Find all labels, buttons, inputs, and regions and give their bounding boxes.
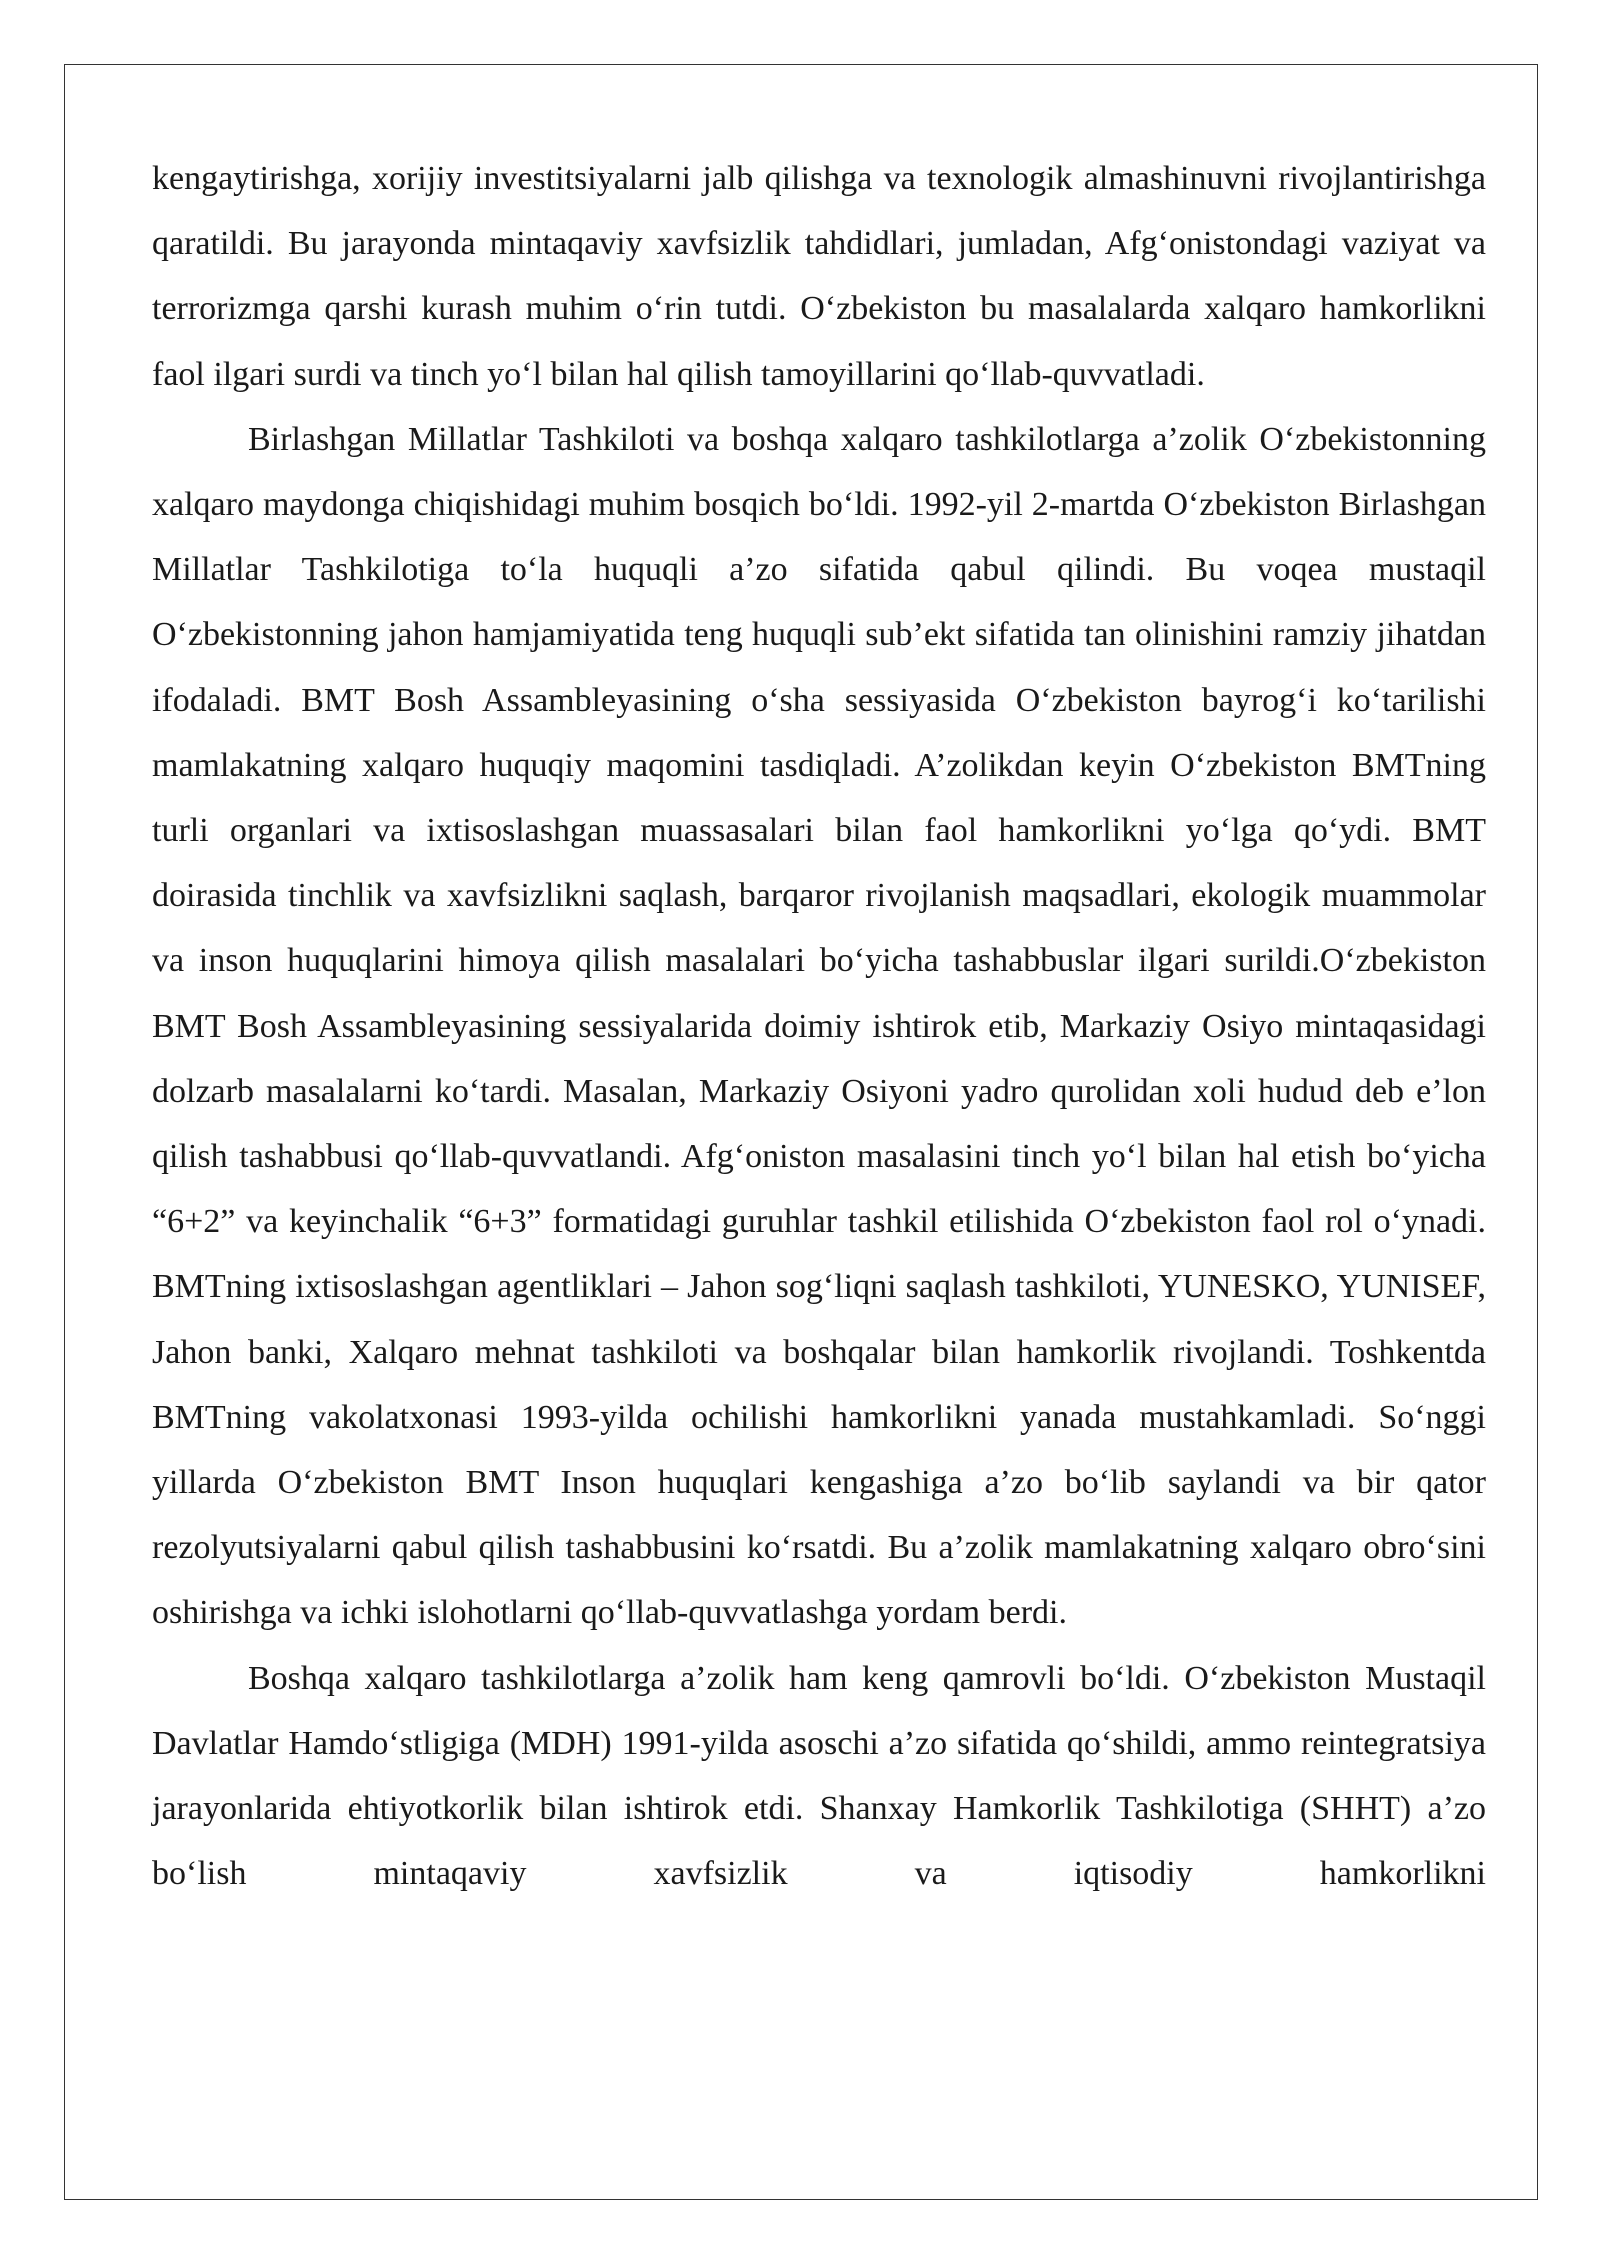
paragraph-2: Birlashgan Millatlar Tashkiloti va boshqa xalqaro tashkilotlarga a’zolik O‘zbekistonning xalqaro maydonga chiqishidagi muhim bosqich bo‘ldi. 1992-yil 2-martda O‘zbekiston Birlashgan Millatlar Tashkilotiga to‘la huquqli a’zo sifatida qabul qilindi. Bu voqea mustaqil O‘zbekistonning jahon hamjamiyatida teng huquqli sub’ekt sifatida tan olinishini ramziy jihatdan ifodaladi. BMT Bosh Assambleyasining o‘sha sessiyasida O‘zbekiston bayrog‘i ko‘tarilishi mamlakatning xalqaro huquqiy maqomini tasdiqladi. A’zolikdan keyin O‘zbekiston BMTning turli organlari va ixtisoslashgan muassasalari bilan faol hamkorlikni yo‘lga qo‘ydi. BMT doirasida tinchlik va xavfsizlikni saqlash, barqaror rivojlanish maqsadlari, ekologik muammolar va inson huquqlarini himoya qilish masalalari bo‘yicha tashabbuslar ilgari surildi.O‘zbekiston BMT Bosh Assambleyasining sessiyalarida doimiy ishtirok etib, Markaziy Osiyo mintaqasidagi dolzarb masalalarni ko‘tardi. Masalan, Markaziy Osiyoni yadro qurolidan xoli hudud deb e’lon qilish tashabbusi qo‘llab-quvvatlandi. Afg‘oniston masalasini tinch yo‘l bilan hal etish bo‘yicha “6+2” va keyinchalik “6+3” formatidagi guruhlar tashkil etilishida O‘zbekiston faol rol o‘ynadi. BMTning ixtisoslashgan agentliklari – Jahon sog‘liqni saqlash tashkiloti, YUNESKO, YUNISEF, Jahon banki, Xalqaro mehnat tashkiloti va boshqalar bilan hamkorlik rivojlandi. Toshkentda BMTning vakolatxonasi 1993-yilda ochilishi hamkorlikni yanada mustahkamladi. So‘nggi yillarda O‘zbekiston BMT Inson huquqlari kengashiga a’zo bo‘lib saylandi va bir qator rezolyutsiyalarni qabul qilish tashabbusini ko‘rsatdi. Bu a’zolik mamlakatning xalqaro obro‘sini oshirishga va ichki islohotlarni qo‘llab-quvvatlashga yordam berdi.: [152, 420, 1486, 1632]
paragraph-3: Boshqa xalqaro tashkilotlarga a’zolik ham keng qamrovli bo‘ldi. O‘zbekiston Mustaqil Davlatlar Hamdo‘stligiga (MDH) 1991-yilda asoschi a’zo sifatida qo‘shildi, ammo reintegratsiya jarayonlarida ehtiyotkorlik bilan ishtirok etdi. Shanxay Hamkorlik Tashkilotiga (SHHT) a’zo bo‘lish mintaqaviy xavfsizlik va iqtisodiy hamkorlikni: [152, 1659, 1486, 1893]
paragraph-1: kengaytirishga, xorijiy investitsiyalarni jalb qilishga va texnologik almashinuvni rivojlantirishga qaratildi. Bu jarayonda mintaqaviy xavfsizlik tahdidlari, jumladan, Afg‘onistondagi vaziyat va terrorizmga qarshi kurash muhim o‘rin tutdi. O‘zbekiston bu masalalarda xalqaro hamkorlikni faol ilgari surdi va tinch yo‘l bilan hal qilish tamoyillarini qo‘llab-quvvatladi.: [152, 160, 1486, 393]
document-body: [152, 146, 1486, 1906]
